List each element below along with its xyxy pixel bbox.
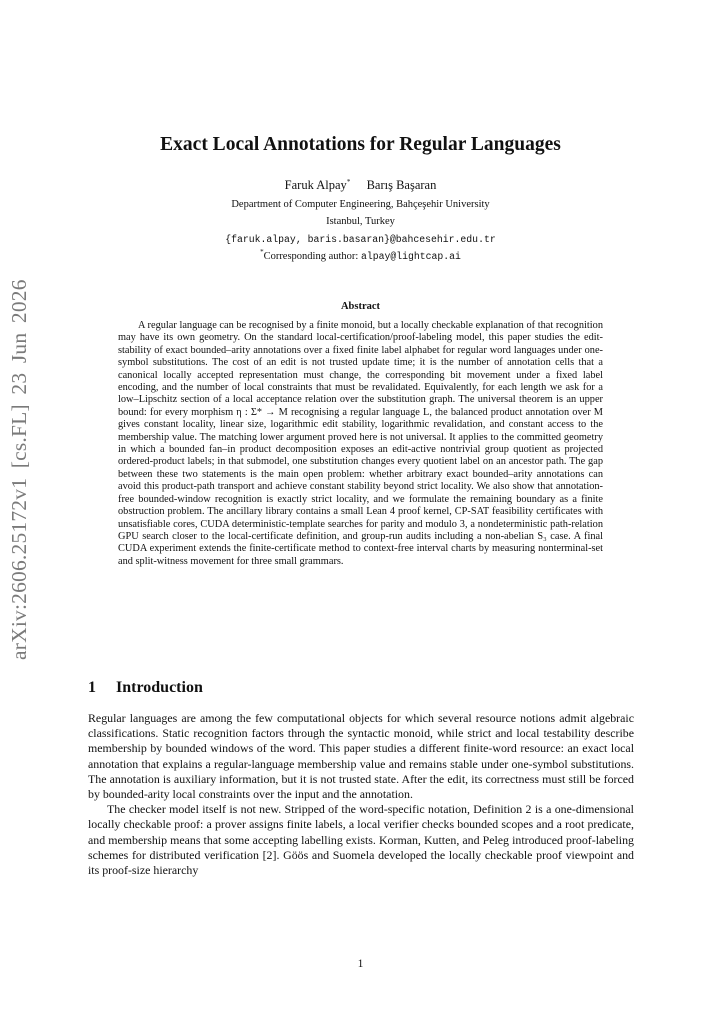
affiliation-location: Istanbul, Turkey xyxy=(326,216,395,227)
abstract-text: A regular language can be recognised by a finite monoid, but a locally checkable explanation of that recognition may have its own geometry. On the standard local-certification/proof-labeling model, this paper studies the edit-stability of exact bounded–arity annotations over a fixed finite label alphabet for regular word languages under one-symbol substitutions. The cost of an edit is not trusted update time; it is the number of annotation cells that a canonical locally accepted representation must change, the corresponding bit movement under a fixed label encoding, and the number of local constraints that must be revalidated. Equivalently, for each length we ask for a low–Lipschitz section of a local acceptance relation over the substitution graph. The universal theorem is an upper bound: for every morphism η : Σ* → M recognising a regular language L, the balanced product annotation over M gives constant locality, linear size, logarithmic edit stability, logarithmic revalidation, and constant access to the membership value. The matching lower argument proved here is not universal. It applies to the committed geometry in which a bounded fan–in product decomposition exposes an edit-active nontrivial group quotient as projected ordered-product labels; in that submodel, one substitution changes every quotient label on an ancestor path. The gap between these two statements is the main open problem: whether arbitrary exact bounded–arity annotations can avoid this product-path transport and achieve constant stability beyond strict locality. We also show that annotation-free bounded-window recognition is exactly strict locality, and we formulate the remaining boundary as a finite obstruction problem. The ancillary library contains a small Lean 4 proof kernel, CP-SAT feasibility certificates with unsatisfiable cores, CUDA deterministic-template searches for parity and modulo 3, a nondeterministic path-relation GPU search closer to the local-certificate definition, and group-run audits including a non-abelian S₃ case. A final CUDA experiment extends the finite-certificate method to context-free interval charts by measuring nonterminal-set and split-witness movement for three small grammars. xyxy=(118,320,603,567)
author-name: Barış Başaran xyxy=(366,178,437,192)
author-line xyxy=(0,178,721,193)
section-title: Introduction xyxy=(116,679,203,696)
section-heading xyxy=(88,679,203,697)
body-paragraph: Regular languages are among the few computational objects for which several resource notions admit algebraic classifications. Static recognition factors through the syntactic monoid, while strict and local testability describe membership by bounded windows of the word. This paper studies a different finite-word resource: an exact local annotation that explains a regular-language membership value and remains stable under one-symbol substitutions. The annotation is auxiliary information, but it is not trusted state. After the edit, its correctness must still be forced by bounded-arity local constraints over the input and the annotation. xyxy=(88,711,634,802)
page-number: 1 xyxy=(357,958,364,970)
paper-title: Exact Local Annotations for Regular Languages xyxy=(160,134,561,155)
affiliation-department: Department of Computer Engineering, Bahçeşehir University xyxy=(231,199,490,210)
corresponding-note-label: Corresponding author: xyxy=(263,251,361,262)
section-number: 1 xyxy=(88,679,96,696)
section-body xyxy=(88,711,634,878)
author-emails: {faruk.alpay, baris.basaran}@bahcesehir.edu.tr xyxy=(225,234,496,245)
corresponding-author-note xyxy=(0,248,721,262)
abstract-heading: Abstract xyxy=(340,301,381,312)
body-paragraph: The checker model itself is not new. Stripped of the word-specific notation, Definition 2 is a one-dimensional locally checkable proof: a prover assigns finite labels, a local verifier checks bounded scopes and a root predicate, and membership means that some accepting labelling exists. Korman, Kutten, and Peleg introduced proof-labeling schemes for distributed verification [2]. Göös and Suomela developed the locally checkable proof viewpoint and its proof-size hierarchy xyxy=(88,802,634,878)
corresponding-note-mark: * xyxy=(260,248,264,256)
arxiv-identifier-stamp: arXiv:2606.25172v1 [cs.FL] 23 Jun 2026 xyxy=(7,279,31,660)
author-name: Faruk Alpay xyxy=(284,178,347,192)
corresponding-author-mark: * xyxy=(346,178,351,186)
corresponding-email: alpay@lightcap.ai xyxy=(360,251,461,262)
